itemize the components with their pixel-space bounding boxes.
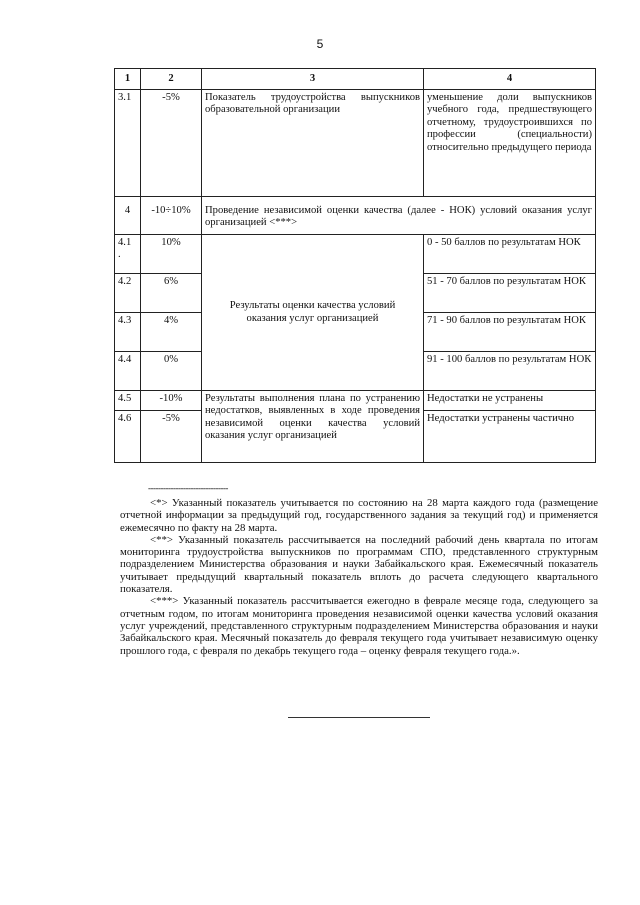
row-number: 4.3 <box>115 313 141 352</box>
row-value: -5% <box>141 90 202 197</box>
row-condition: 91 - 100 баллов по результатам НОК <box>424 352 596 391</box>
row-indicator: Показатель трудоустройства выпускников образовательной организации <box>202 90 424 197</box>
footnote-3: <***> Указанный показатель рассчитывается ежегодно в феврале месяце года, следующего за отчетным годом, по итогам мониторинга проведения независимой оценки качества условий оказания услуг учреждений, представленного структурным подразделением Министерства образования и науки Забайкальского края. Месячный показатель до февраля текущего года учитывает независимую оценку прошлого года, с февраля по декабрь текущего года – оценку февраля текущего года.». <box>120 595 598 657</box>
table-row <box>115 391 596 411</box>
table-header-row <box>115 69 596 90</box>
row-number: 4.2 <box>115 274 141 313</box>
row-value: 4% <box>141 313 202 352</box>
row-value: 6% <box>141 274 202 313</box>
footnote-1: <*> Указанный показатель учитывается по состоянию на 28 марта каждого года (размещение отчетной информации за предыдущий год, государственного задания за текущий год) и применяется ежемесячно по факту на 28 марта. <box>120 497 598 534</box>
table-row <box>115 197 596 235</box>
footnote-separator: -------------------------------- <box>148 483 228 493</box>
row-number: 4.1 . <box>115 235 141 274</box>
closing-rule <box>288 717 430 718</box>
row-value: 0% <box>141 352 202 391</box>
row-condition: Недостатки не устранены <box>424 391 596 411</box>
row-indicator: Проведение независимой оценки качества (далее - НОК) условий оказания услуг организацией <***> <box>202 197 596 235</box>
header-col-4: 4 <box>424 69 596 90</box>
row-value: 10% <box>141 235 202 274</box>
merged-indicator: Результаты выполнения плана по устранению недостатков, выявленных в ходе проведения независимой оценки качества условий оказания услуг организацией <box>202 391 424 463</box>
row-condition: 71 - 90 баллов по результатам НОК <box>424 313 596 352</box>
row-number: 4.4 <box>115 352 141 391</box>
page-number: 5 <box>316 37 324 51</box>
footnotes <box>120 497 598 657</box>
row-value: -5% <box>141 411 202 463</box>
header-col-2: 2 <box>141 69 202 90</box>
row-number: 4.5 <box>115 391 141 411</box>
footnote-2: <**> Указанный показатель рассчитывается на последний рабочий день квартала по итогам мониторинга трудоустройства выпускников по программам СПО, представленного структурным подразделением Министерства образования и науки Забайкальского края. Ежемесячный показатель учитывает предыдущий квартальный показатель вплоть до расчета следующего квартального показателя. <box>120 533 598 596</box>
header-col-1: 1 <box>115 69 141 90</box>
indicators-table <box>114 68 596 463</box>
row-condition: уменьшение доли выпускников учебного года, предшествующего отчетному, трудоустроившихся по профессии (специальности) относительно предыдущего периода <box>424 90 596 197</box>
row-condition: 51 - 70 баллов по результатам НОК <box>424 274 596 313</box>
header-col-3: 3 <box>202 69 424 90</box>
row-condition: 0 - 50 баллов по результатам НОК <box>424 235 596 274</box>
table-row <box>115 235 596 274</box>
merged-indicator: Результаты оценки качества условий оказания услуг организацией <box>202 235 424 391</box>
row-number: 3.1 <box>115 90 141 197</box>
row-value: -10% <box>141 391 202 411</box>
table-row <box>115 90 596 197</box>
row-condition: Недостатки устранены частично <box>424 411 596 463</box>
row-value: -10÷10% <box>141 197 202 235</box>
row-number: 4.6 <box>115 411 141 463</box>
row-number: 4 <box>115 197 141 235</box>
